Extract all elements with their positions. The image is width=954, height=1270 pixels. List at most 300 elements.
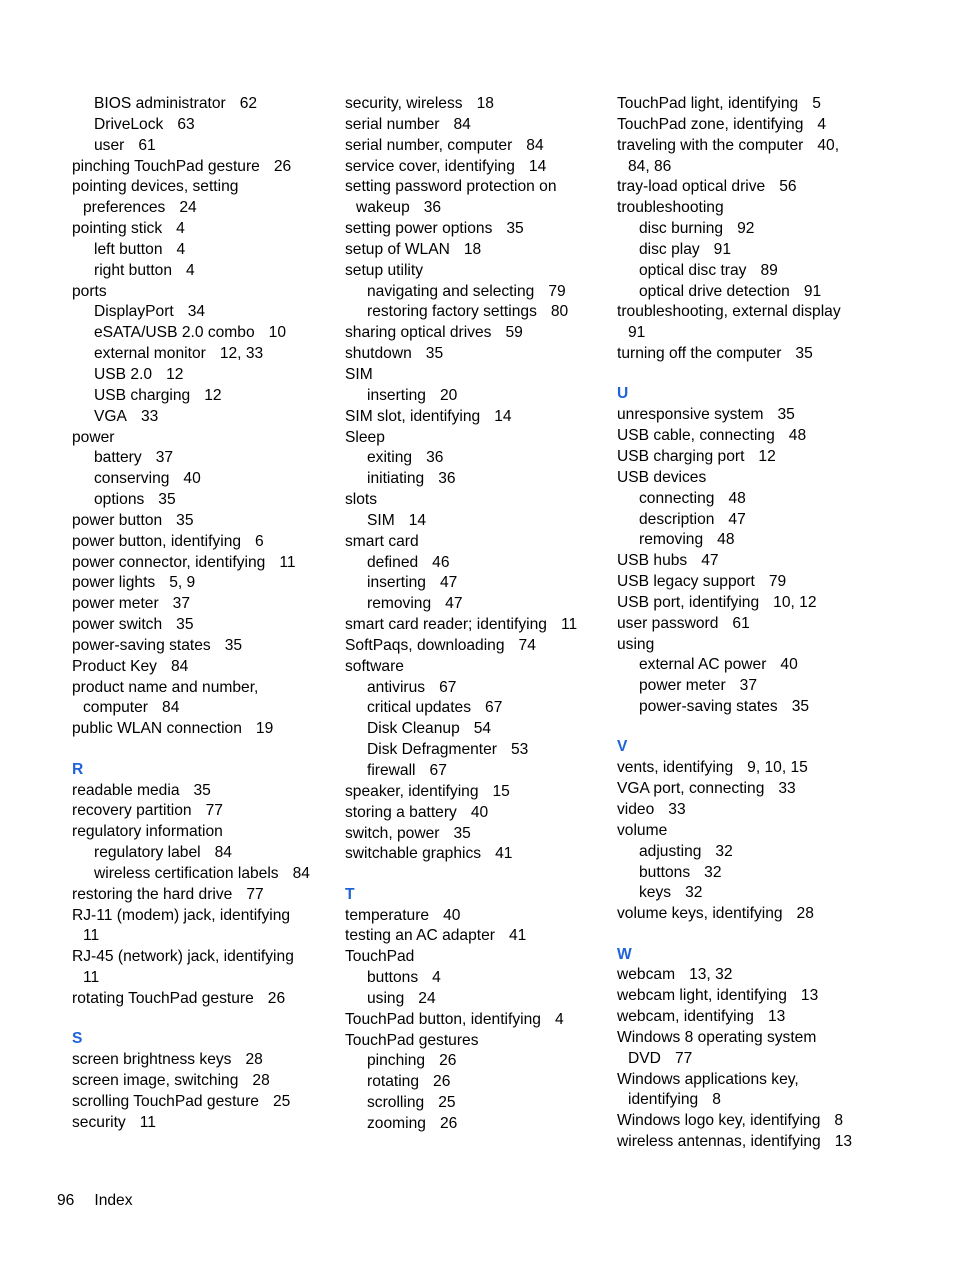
index-entry [72,511,337,532]
index-term: setup of WLAN [345,240,450,258]
index-term: troubleshooting, external display [617,303,841,321]
index-term: regulatory information [72,823,223,841]
index-term: power-saving states [639,698,778,716]
index-entry [345,344,610,365]
index-entry [72,428,337,449]
index-subentry [72,843,337,864]
index-page-ref: 32 [685,884,703,902]
index-entry [617,136,882,157]
index-term: optical disc tray [639,261,747,279]
index-term: USB cable, connecting [617,427,775,445]
index-page-ref: 35 [176,616,194,634]
index-term: DisplayPort [94,303,174,321]
index-page-ref: 84 [292,864,310,882]
index-entry [345,407,610,428]
index-page-ref: 32 [715,842,733,860]
index-term: description [639,510,715,528]
index-letter-heading: V [617,738,628,756]
index-term: USB 2.0 [94,365,153,383]
index-page-ref: 18 [476,95,494,112]
index-term: user password [617,614,719,632]
index-page-ref: 35 [193,781,211,799]
index-page-ref: 5, 9 [169,574,196,592]
index-page-ref: 28 [252,1071,270,1089]
index-term: DVD [628,1049,661,1067]
index-page-ref: 46 [432,553,450,571]
index-term: power meter [72,595,159,613]
index-entry [345,926,610,947]
index-subentry [617,282,882,303]
index-entry [617,1070,882,1091]
index-entry [345,1010,610,1031]
index-entry [72,989,337,1010]
index-term: recovery partition [72,802,192,820]
index-term: eSATA/USB 2.0 combo [94,324,255,342]
index-page-ref: 10 [268,324,286,342]
index-subentry [72,136,337,157]
index-term: public WLAN connection [72,720,242,738]
index-term: setting power options [345,220,493,238]
index-entry [617,1132,882,1153]
index-subentry [345,594,610,615]
index-page-ref: 63 [177,115,195,133]
index-term: zooming [367,1115,426,1132]
index-letter-heading: T [345,885,355,903]
index-page-ref: 14 [494,407,512,425]
index-letter-heading: R [72,760,84,778]
index-page-ref: 84 [162,699,180,717]
index-page-ref: 19 [255,720,274,738]
index-entry [345,906,610,927]
index-page-ref: 33 [778,780,796,798]
index-subentry [345,469,610,490]
index-page-ref: 36 [438,470,456,488]
index-page-ref: 91 [803,282,822,300]
index-term: smart card reader; identifying [345,616,547,634]
index-entry [345,844,610,865]
index-term: TouchPad gestures [345,1031,479,1049]
index-entry [617,965,882,986]
index-term: options [94,491,145,509]
index-subentry [345,968,610,989]
index-subentry [345,553,610,574]
index-page-ref: 61 [138,136,156,154]
index-letter-heading: S [72,1030,83,1048]
index-entry [617,593,882,614]
index-term: RJ-45 (network) jack, identifying [72,948,294,966]
index-term: DriveLock [94,115,164,133]
index-page-ref: 13, 32 [689,966,733,984]
index-term: firewall [367,762,416,779]
index-term: Windows 8 operating system [617,1028,817,1046]
index-page-ref: 41 [495,845,513,863]
index-entry [72,885,337,906]
index-page-ref: 37 [172,595,191,613]
footer-section-title: Index [94,1192,133,1209]
index-page-ref: 47 [728,510,746,528]
index-entry [617,614,882,635]
index-page-ref: 8 [834,1112,844,1130]
index-subentry [72,469,337,490]
index-term: initiating [367,470,425,488]
index-page-ref: 20 [439,386,458,404]
index-page-ref: 36 [423,199,442,217]
index-entry [617,551,882,572]
index-page-ref: 37 [155,449,174,467]
index-entry [345,136,610,157]
index-entry [617,468,882,489]
index-page-ref: 6 [255,532,264,550]
index-page-ref: 32 [704,863,722,881]
index-page-ref: 74 [518,636,536,654]
index-entry [72,636,337,657]
index-entry [617,344,882,365]
index-subentry [72,864,337,885]
index-term: 11 [83,969,100,987]
index-page-ref: 24 [179,199,197,217]
index-term: TouchPad zone, identifying [617,115,804,133]
index-subentry [345,719,610,740]
index-page-ref: 35 [224,636,243,654]
index-term: right button [94,261,173,279]
page-footer [57,1191,133,1211]
index-entry [345,1031,610,1052]
index-term: Disk Defragmenter [367,741,497,759]
index-term: Sleep [345,428,385,446]
index-term: identifying [628,1091,699,1109]
index-term: exiting [367,449,413,467]
index-term: TouchPad button, identifying [345,1010,541,1028]
index-page-ref: 35 [158,491,176,509]
index-page-ref: 47 [701,552,719,570]
index-term: rotating [367,1073,420,1091]
index-term: disc burning [639,220,724,238]
index-term: security, wireless [345,95,463,112]
index-page-ref: 12 [758,448,776,465]
index-term: keys [639,884,672,902]
index-term: SIM [367,511,395,529]
index-entry [345,365,610,386]
index-term: using [617,635,655,653]
index-page-ref: 40, [817,136,840,154]
index-page-ref: 14 [528,157,547,175]
index-page-ref: 9, 10, 15 [747,759,808,777]
index-subentry [617,676,882,697]
index-page-ref: 14 [408,511,427,529]
index-entry [617,405,882,426]
index-page-ref: 80 [550,303,569,321]
index-letter-heading: W [617,945,632,963]
index-entry [72,719,337,740]
index-term: external monitor [94,345,206,363]
index-term: power switch [72,616,163,634]
index-subentry [345,1114,610,1135]
index-entry [345,94,610,115]
index-page-ref: 47 [439,574,458,592]
index-column-3 [617,94,882,1153]
index-page-ref: 26 [267,989,286,1007]
index-page-ref: 28 [245,1051,263,1069]
index-page-ref: 59 [505,324,523,342]
index-term: troubleshooting [617,199,724,217]
index-page-ref: 67 [439,678,457,696]
index-subentry [345,761,610,782]
index-term: removing [367,595,432,613]
index-page-ref: 4 [554,1010,564,1028]
index-entry [345,532,610,553]
index-entry [72,532,337,553]
index-page-ref: 48 [788,427,807,445]
index-term: unresponsive system [617,406,764,424]
index-term: setup utility [345,261,424,279]
index-term: restoring the hard drive [72,885,233,903]
index-page-ref: 92 [737,220,755,238]
index-page-ref: 67 [429,762,447,779]
index-term: slots [345,491,378,509]
index-term: Windows logo key, identifying [617,1112,821,1130]
index-subentry [72,94,337,115]
index-term: 84, 86 [628,157,672,175]
index-subentry [617,489,882,510]
index-page-ref: 12 [204,386,222,404]
index-page-ref: 36 [426,449,444,467]
index-page-ref: 4 [176,220,185,238]
index-page-ref: 41 [508,927,527,945]
index-column-1 [72,94,337,1134]
index-page-ref: 13 [800,987,819,1005]
index-subentry [345,448,610,469]
index-term: left button [94,240,163,258]
index-term: volume [617,821,668,839]
index-entry-continuation [617,1090,882,1111]
page-number: 96 [57,1192,75,1209]
index-page-ref: 25 [272,1092,291,1110]
index-page-ref: 84 [453,115,471,133]
index-term: USB legacy support [617,573,755,591]
index-entry [345,636,610,657]
index-page-ref: 56 [779,178,797,196]
index-term: pinching TouchPad gesture [72,157,260,175]
index-page-ref: 26 [433,1073,451,1091]
index-entry [345,803,610,824]
index-subentry [72,115,337,136]
index-entry-continuation [72,198,337,219]
index-page-ref: 35 [795,345,813,363]
index-term: Product Key [72,657,157,675]
index-page-ref: 4 [176,240,186,258]
index-term: rotating TouchPad gesture [72,989,254,1007]
index-page-ref: 47 [445,595,463,613]
index-term: temperature [345,906,430,924]
index-term: 11 [83,927,100,945]
index-term: TouchPad [345,948,415,966]
index-subentry [72,302,337,323]
index-term: serial number [345,115,440,133]
index-column-2 [345,94,610,1135]
index-page-ref: 40 [780,656,798,674]
index-subentry [72,386,337,407]
index-term: shutdown [345,345,412,363]
index-entry [345,782,610,803]
index-term: smart card [345,532,419,550]
index-term: removing [639,531,704,549]
index-page-ref: 79 [768,573,787,591]
index-entry [617,779,882,800]
index-term: connecting [639,489,715,507]
index-term: disc play [639,240,700,258]
index-term: USB port, identifying [617,593,760,611]
index-entry [345,261,610,282]
index-term: storing a battery [345,803,457,821]
index-subentry [617,530,882,551]
index-page-ref: 77 [246,885,264,903]
index-entry [72,1050,337,1071]
index-term: readable media [72,781,180,799]
index-term: serial number, computer [345,136,513,154]
index-term: external AC power [639,656,767,674]
index-page-ref: 35 [777,406,795,424]
index-term: vents, identifying [617,759,734,777]
index-term: optical drive detection [639,282,790,300]
index-page-ref: 84 [170,657,189,675]
index-page-ref: 35 [425,345,444,363]
index-term: power connector, identifying [72,553,266,571]
index-entry [72,801,337,822]
index-entry [72,1071,337,1092]
index-page-ref: 11 [139,1113,156,1131]
index-entry [345,490,610,511]
index-entry [345,428,610,449]
index-entry [617,821,882,842]
index-entry [617,94,882,115]
index-term: power button, identifying [72,532,242,550]
index-entry [617,904,882,925]
index-entry [72,822,337,843]
index-page-ref: 53 [511,741,529,759]
index-term: ports [72,282,107,300]
index-term: service cover, identifying [345,157,515,175]
index-term: pinching [367,1052,426,1070]
index-entry [345,115,610,136]
index-page-ref: 40 [470,803,489,821]
index-entry [617,447,882,468]
index-page-ref: 67 [485,699,503,717]
index-entry [617,800,882,821]
index-entry [72,678,337,699]
index-entry [345,657,610,678]
index-entry [617,426,882,447]
index-subentry [345,740,610,761]
index-term: SoftPaqs, downloading [345,636,505,654]
index-term: defined [367,553,419,571]
index-page-ref: 18 [463,240,482,258]
index-term: SIM slot, identifying [345,407,481,425]
index-term: inserting [367,386,426,404]
index-term: USB devices [617,468,707,486]
index-page-ref: 84 [526,136,544,154]
index-term: critical updates [367,699,472,717]
index-subentry [72,323,337,344]
index-entry [72,219,337,240]
index-page-ref: 91 [713,240,732,258]
index-term: tray-load optical drive [617,178,766,196]
index-term: buttons [367,969,419,987]
index-page-ref: 77 [674,1049,693,1067]
index-term: turning off the computer [617,345,782,363]
index-term: power lights [72,574,156,592]
index-term: power-saving states [72,636,211,654]
index-term: speaker, identifying [345,782,479,800]
index-page-ref: 62 [239,95,258,112]
index-term: power [72,428,115,446]
index-term: VGA port, connecting [617,780,765,798]
index-entry-continuation [617,1049,882,1070]
index-page-ref: 33 [140,407,159,425]
index-page-ref: 15 [492,782,510,800]
index-page-ref: 26 [273,157,292,175]
index-page-ref: 5 [812,95,821,112]
index-term: switchable graphics [345,845,482,863]
index-page-ref: 33 [668,801,686,818]
index-entry [617,177,882,198]
index-entry [617,302,882,323]
index-subentry [72,344,337,365]
index-term: power button [72,511,163,529]
index-entry [72,553,337,574]
index-page-ref: 79 [548,282,566,300]
index-entry-continuation [72,698,337,719]
index-page-ref: 77 [205,802,223,820]
index-term: volume keys, identifying [617,905,783,923]
index-page-ref: 37 [739,677,758,695]
index-term: TouchPad light, identifying [617,95,799,112]
index-subentry [345,698,610,719]
index-entry [617,115,882,136]
index-subentry [617,261,882,282]
index-entry [72,573,337,594]
index-entry-continuation [617,323,882,344]
index-subentry [345,1051,610,1072]
index-term: setting password protection on [345,178,557,196]
index-subentry [345,386,610,407]
index-term: webcam [617,966,676,984]
index-page-ref: 13 [767,1008,786,1026]
index-term: switch, power [345,824,440,842]
index-subentry [72,407,337,428]
index-page-ref: 35 [506,220,524,238]
index-page-ref: 13 [834,1133,853,1151]
index-subentry [345,1093,610,1114]
index-page-ref: 26 [439,1115,458,1132]
index-entry [345,947,610,968]
index-term: BIOS administrator [94,95,226,112]
index-entry [345,323,610,344]
index-page-ref: 11 [560,616,578,634]
index-subentry [617,510,882,531]
index-term: user [94,136,125,154]
index-letter-heading: U [617,385,629,403]
index-subentry [617,240,882,261]
index-page-ref: 11 [279,553,296,571]
index-page-ref: 48 [717,531,735,549]
index-term: sharing optical drives [345,324,492,342]
index-term: Windows applications key, [617,1070,799,1088]
index-entry [617,986,882,1007]
index-subentry [345,573,610,594]
index-entry [617,758,882,779]
index-term: software [345,657,404,675]
index-term: restoring factory settings [367,303,537,321]
